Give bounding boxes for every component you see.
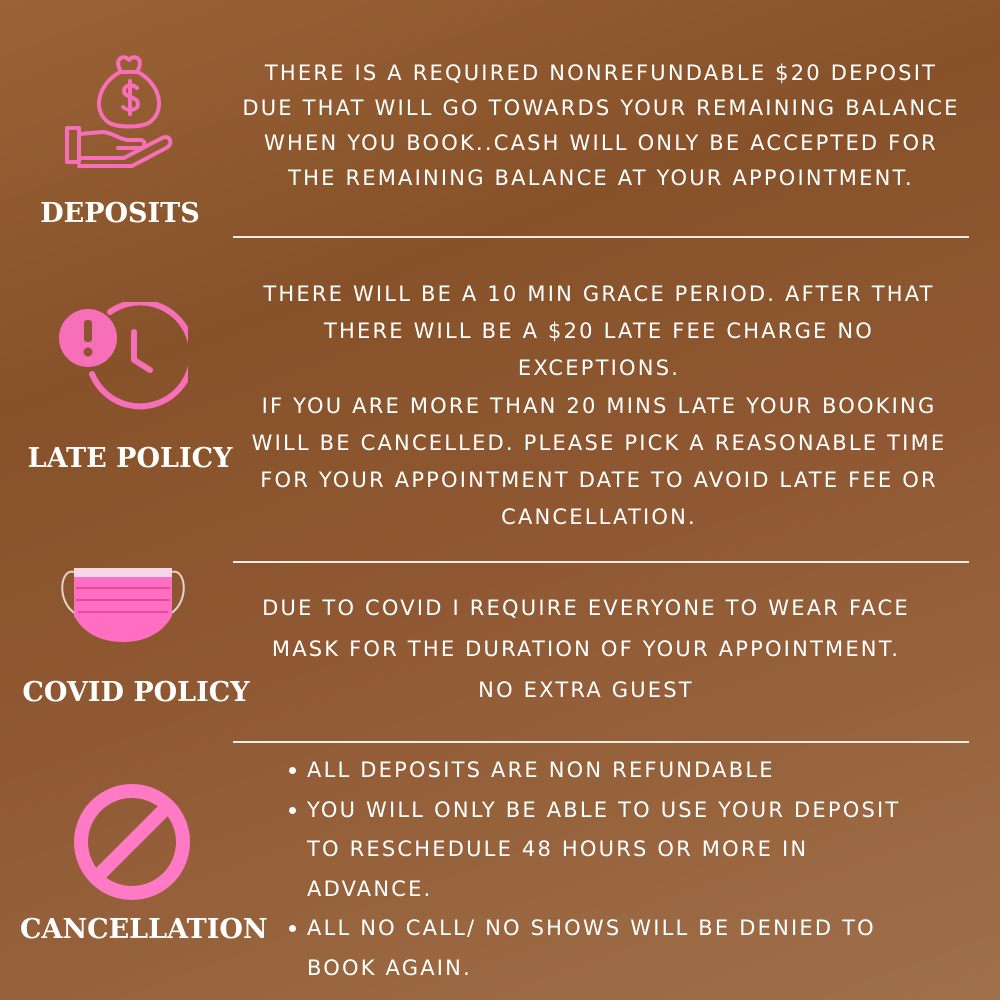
late-policy-text [246, 276, 952, 536]
covid-policy-paragraph-1: DUE TO COVID I REQUIRE EVERYONE TO WEAR FACE MASK FOR THE DURATION OF YOUR APPOINTMENT. [262, 596, 910, 661]
divider [233, 236, 969, 238]
list-item: ALL DEPOSITS ARE NON REFUNDABLE [287, 751, 927, 791]
list-item: YOU WILL ONLY BE ABLE TO USE YOUR DEPOSIT TO RESCHEDULE 48 HOURS OR MORE IN ADVANCE. [287, 791, 927, 910]
covid-policy-heading: COVID POLICY [22, 677, 250, 708]
cancellation-heading: CANCELLATION [20, 914, 268, 945]
prohibited-icon [72, 782, 192, 902]
divider [233, 741, 969, 743]
deposits-heading: DEPOSITS [40, 198, 200, 229]
late-policy-paragraph-2: IF YOU ARE MORE THAN 20 MINS LATE YOUR BOOKING WILL BE CANCELLED. PLEASE PICK A REASONABLE TIME FOR YOUR APPOINTMENT DATE TO AVOID LATE FEE OR CANCELLATION. [251, 393, 947, 530]
late-clock-icon [58, 302, 188, 410]
late-policy-paragraph-1: THERE WILL BE A 10 MIN GRACE PERIOD. AFTER THAT THERE WILL BE A $20 LATE FEE CHARGE NO EXCEPTIONS. [263, 282, 935, 381]
list-item: ALL NO CALL/ NO SHOWS WILL BE DENIED TO BOOK AGAIN. [287, 909, 927, 988]
money-bag-hand-icon [62, 52, 177, 170]
deposits-text: THERE IS A REQUIRED NONREFUNDABLE $20 DEPOSIT DUE THAT WILL GO TOWARDS YOUR REMAINING BALANCE WHEN YOU BOOK..CASH WILL ONLY BE ACCEPTED FOR THE REMAINING BALANCE AT YOUR APPOINTMENT. [242, 61, 960, 190]
face-mask-icon [58, 550, 188, 646]
cancellation-bullet-list [287, 751, 927, 988]
covid-policy-text [230, 588, 942, 711]
covid-policy-paragraph-2: NO EXTRA GUEST [478, 678, 694, 702]
late-policy-heading: LATE POLICY [27, 443, 233, 474]
divider [233, 561, 969, 563]
